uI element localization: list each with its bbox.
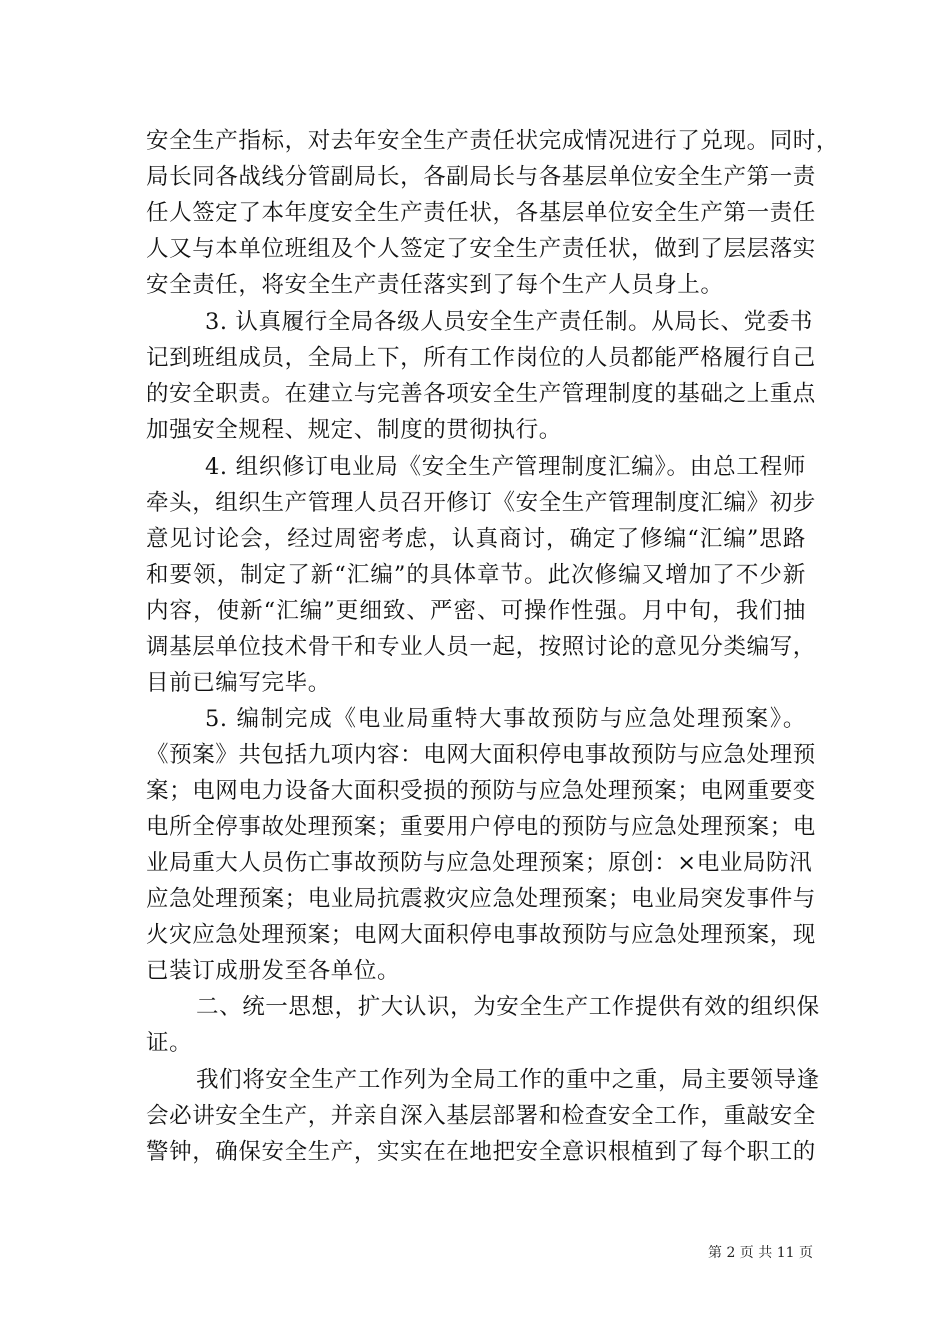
- body-line: 业局重大人员伤亡事故预防与应急处理预案；原创：×电业局防汛: [146, 850, 813, 876]
- body-line: 牵头，组织生产管理人员召开修订《安全生产管理制度汇编》初步: [146, 490, 816, 516]
- body-line: 目前已编写完毕。: [146, 670, 331, 696]
- body-line: 安全责任，将安全生产责任落实到了每个生产人员身上。: [146, 272, 724, 298]
- body-line: 应急处理预案；电业局抗震救灾应急处理预案；电业局突发事件与: [146, 886, 816, 912]
- body-line: 火灾应急处理预案；电网大面积停电事故预防与应急处理预案，现: [146, 922, 816, 948]
- body-line: 内容，使新“汇编”更细致、严密、可操作性强。月中旬，我们抽: [146, 598, 806, 624]
- section-5-heading-line: 5. 编制完成《电业局重特大事故预防与应急处理预案》。: [205, 706, 806, 732]
- body-line: 加强安全规程、规定、制度的贯彻执行。: [146, 417, 562, 443]
- body-line: 《预案》共包括九项内容：电网大面积停电事故预防与应急处理预: [146, 742, 816, 768]
- body-line: 案；电网电力设备大面积受损的预防与应急处理预案；电网重要变: [146, 778, 816, 804]
- body-line: 记到班组成员，全局上下，所有工作岗位的人员都能严格履行自己: [146, 345, 816, 371]
- section-heading-line: 二、统一思想，扩大认识，为安全生产工作提供有效的组织保: [196, 994, 820, 1020]
- paragraph-first-line: 我们将安全生产工作列为全局工作的重中之重，局主要领导逢: [196, 1067, 820, 1093]
- body-line: 已装订成册发至各单位。: [146, 958, 401, 984]
- section-3-heading-line: 3. 认真履行全局各级人员安全生产责任制。从局长、党委书: [205, 309, 813, 335]
- body-line: 意见讨论会，经过周密考虑，认真商讨，确定了修编“汇编”思路: [146, 526, 806, 552]
- body-line: 任人签定了本年度安全生产责任状，各基层单位安全生产第一责任: [146, 200, 816, 226]
- body-line: 警钟，确保安全生产，实实在在地把安全意识根植到了每个职工的: [146, 1139, 816, 1165]
- body-line: 人又与本单位班组及个人签定了安全生产责任状，做到了层层落实: [146, 236, 816, 262]
- section-4-heading-line: 4. 组织修订电业局《安全生产管理制度汇编》。由总工程师: [205, 454, 806, 480]
- body-line: 电所全停事故处理预案；重要用户停电的预防与应急处理预案；电: [146, 814, 816, 840]
- body-line: 和要领，制定了新“汇编”的具体章节。此次修编又增加了不少新: [146, 562, 806, 588]
- body-line: 证。: [146, 1030, 193, 1056]
- body-line: 局长同各战线分管副局长，各副局长与各基层单位安全生产第一责: [146, 164, 816, 190]
- body-line: 会必讲安全生产，并亲自深入基层部署和检查安全工作，重敲安全: [146, 1103, 816, 1129]
- page-number-footer: 第 2 页 共 11 页: [708, 1245, 813, 1261]
- body-line: 安全生产指标，对去年安全生产责任状完成情况进行了兑现。同时，: [146, 128, 840, 154]
- body-line: 调基层单位技术骨干和专业人员一起，按照讨论的意见分类编写，: [146, 634, 816, 660]
- body-line: 的安全职责。在建立与完善各项安全生产管理制度的基础之上重点: [146, 381, 816, 407]
